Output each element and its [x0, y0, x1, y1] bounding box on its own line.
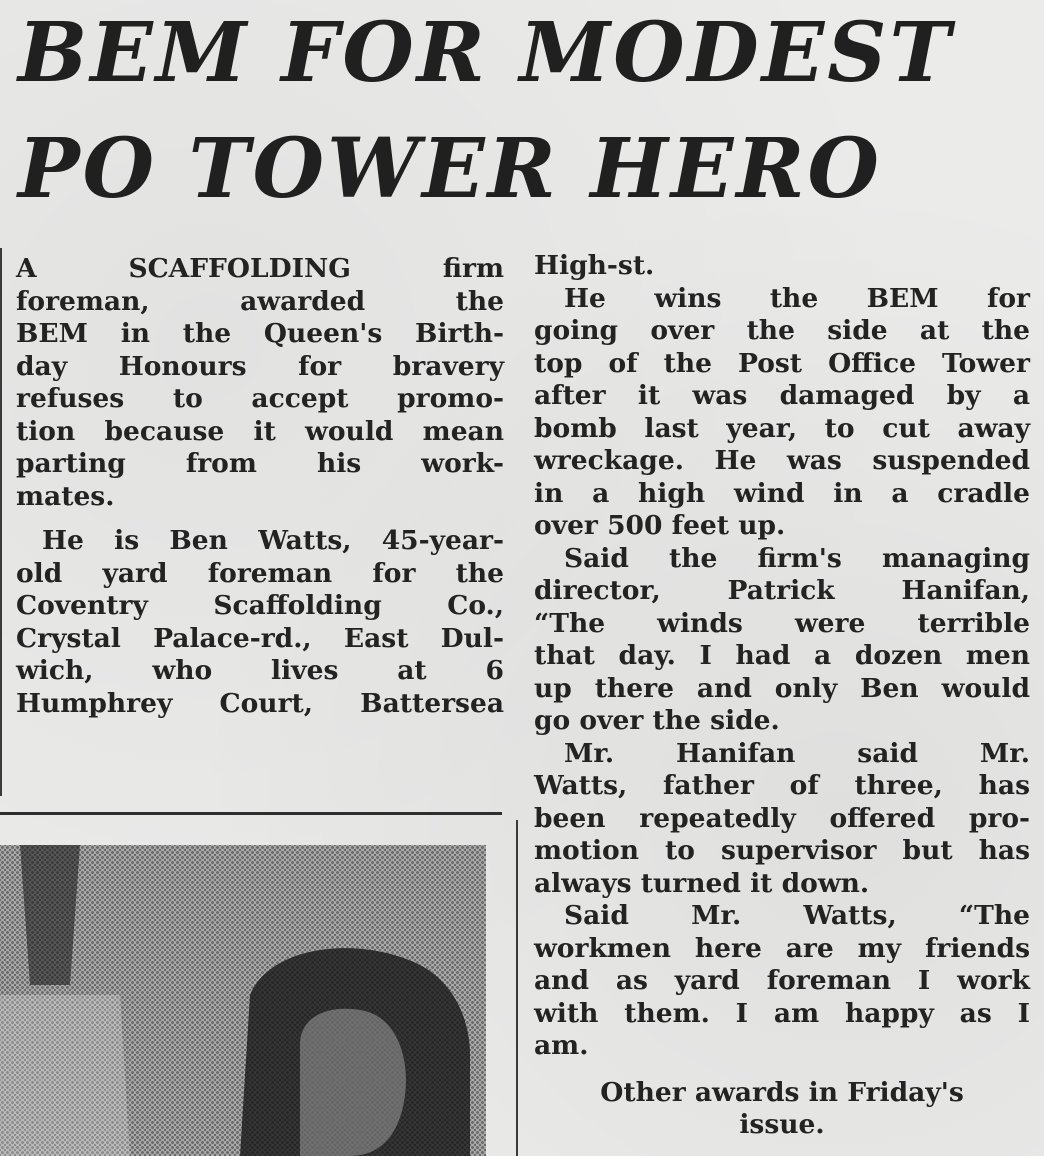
text-line: top of the Post Office Tower: [534, 347, 1030, 379]
text-line: am.: [534, 1030, 589, 1061]
text-line: Said Mr. Watts, “The: [564, 900, 1030, 931]
text-line: “The winds were terrible: [534, 607, 1030, 639]
paragraph-gap: [16, 513, 504, 525]
text-line: Crystal Palace-rd., East Dul-: [16, 622, 504, 654]
text-line: going over the side at the: [534, 315, 1030, 346]
text-line: up there and only Ben would: [534, 672, 1030, 704]
headline-line-1: BEM FOR MODEST: [18, 5, 954, 101]
text-line: foreman, awarded the: [16, 285, 504, 317]
headline-line-2: PO TOWER HERO: [18, 121, 882, 217]
text-line: A SCAFFOLDING firm: [16, 253, 504, 284]
photo-shapes: [0, 845, 486, 1156]
text-line: motion to supervisor but has: [534, 835, 1030, 866]
text-line: tion because it would mean: [16, 415, 504, 447]
article-column-left: [16, 253, 504, 720]
text-line: Said the firm's managing: [564, 542, 1030, 574]
text-line: with them. I am happy as I: [534, 997, 1030, 1029]
text-line: refuses to accept promo-: [16, 383, 504, 414]
paragraph-gap: [534, 1063, 1030, 1077]
halftone-photo: [0, 845, 486, 1156]
text-line: go over the side.: [534, 705, 780, 736]
text-line: High-st.: [534, 250, 655, 281]
text-line: in a high wind in a cradle: [534, 477, 1030, 509]
text-line: bomb last year, to cut away: [534, 412, 1030, 444]
text-line: Humphrey Court, Battersea: [16, 687, 504, 719]
text-line: after it was damaged by a: [534, 380, 1030, 411]
column-divider-rule: [516, 820, 518, 1156]
text-line: mates.: [16, 480, 115, 512]
text-line: over 500 feet up.: [534, 510, 786, 541]
left-border-rule: [0, 248, 2, 796]
text-line: workmen here are my friends: [534, 932, 1030, 964]
text-line: Watts, father of three, has: [534, 770, 1030, 801]
text-line: Coventry Scaffolding Co.,: [16, 590, 504, 621]
text-line: BEM in the Queen's Birth-: [16, 318, 504, 349]
text-line: old yard foreman for the: [16, 557, 504, 589]
photo-top-rule: [0, 812, 502, 815]
text-line: parting from his work-: [16, 448, 504, 479]
text-line: He wins the BEM for: [564, 282, 1030, 314]
footer-note-line-2: issue.: [739, 1109, 825, 1140]
text-line: that day. I had a dozen men: [534, 640, 1030, 671]
text-line: wich, who lives at 6: [16, 655, 504, 686]
text-line: director, Patrick Hanifan,: [534, 575, 1030, 606]
text-line: been repeatedly offered pro-: [534, 802, 1030, 834]
text-line: and as yard foreman I work: [534, 965, 1030, 996]
footer-note-line-1: Other awards in Friday's: [600, 1076, 964, 1108]
text-line: day Honours for bravery: [16, 350, 504, 382]
text-line: Mr. Hanifan said Mr.: [564, 737, 1030, 769]
text-line: wreckage. He was suspended: [534, 445, 1030, 476]
text-line: He is Ben Watts, 45-year-: [42, 525, 504, 556]
text-line: always turned it down.: [534, 867, 870, 899]
article-column-right: [534, 250, 1030, 1142]
